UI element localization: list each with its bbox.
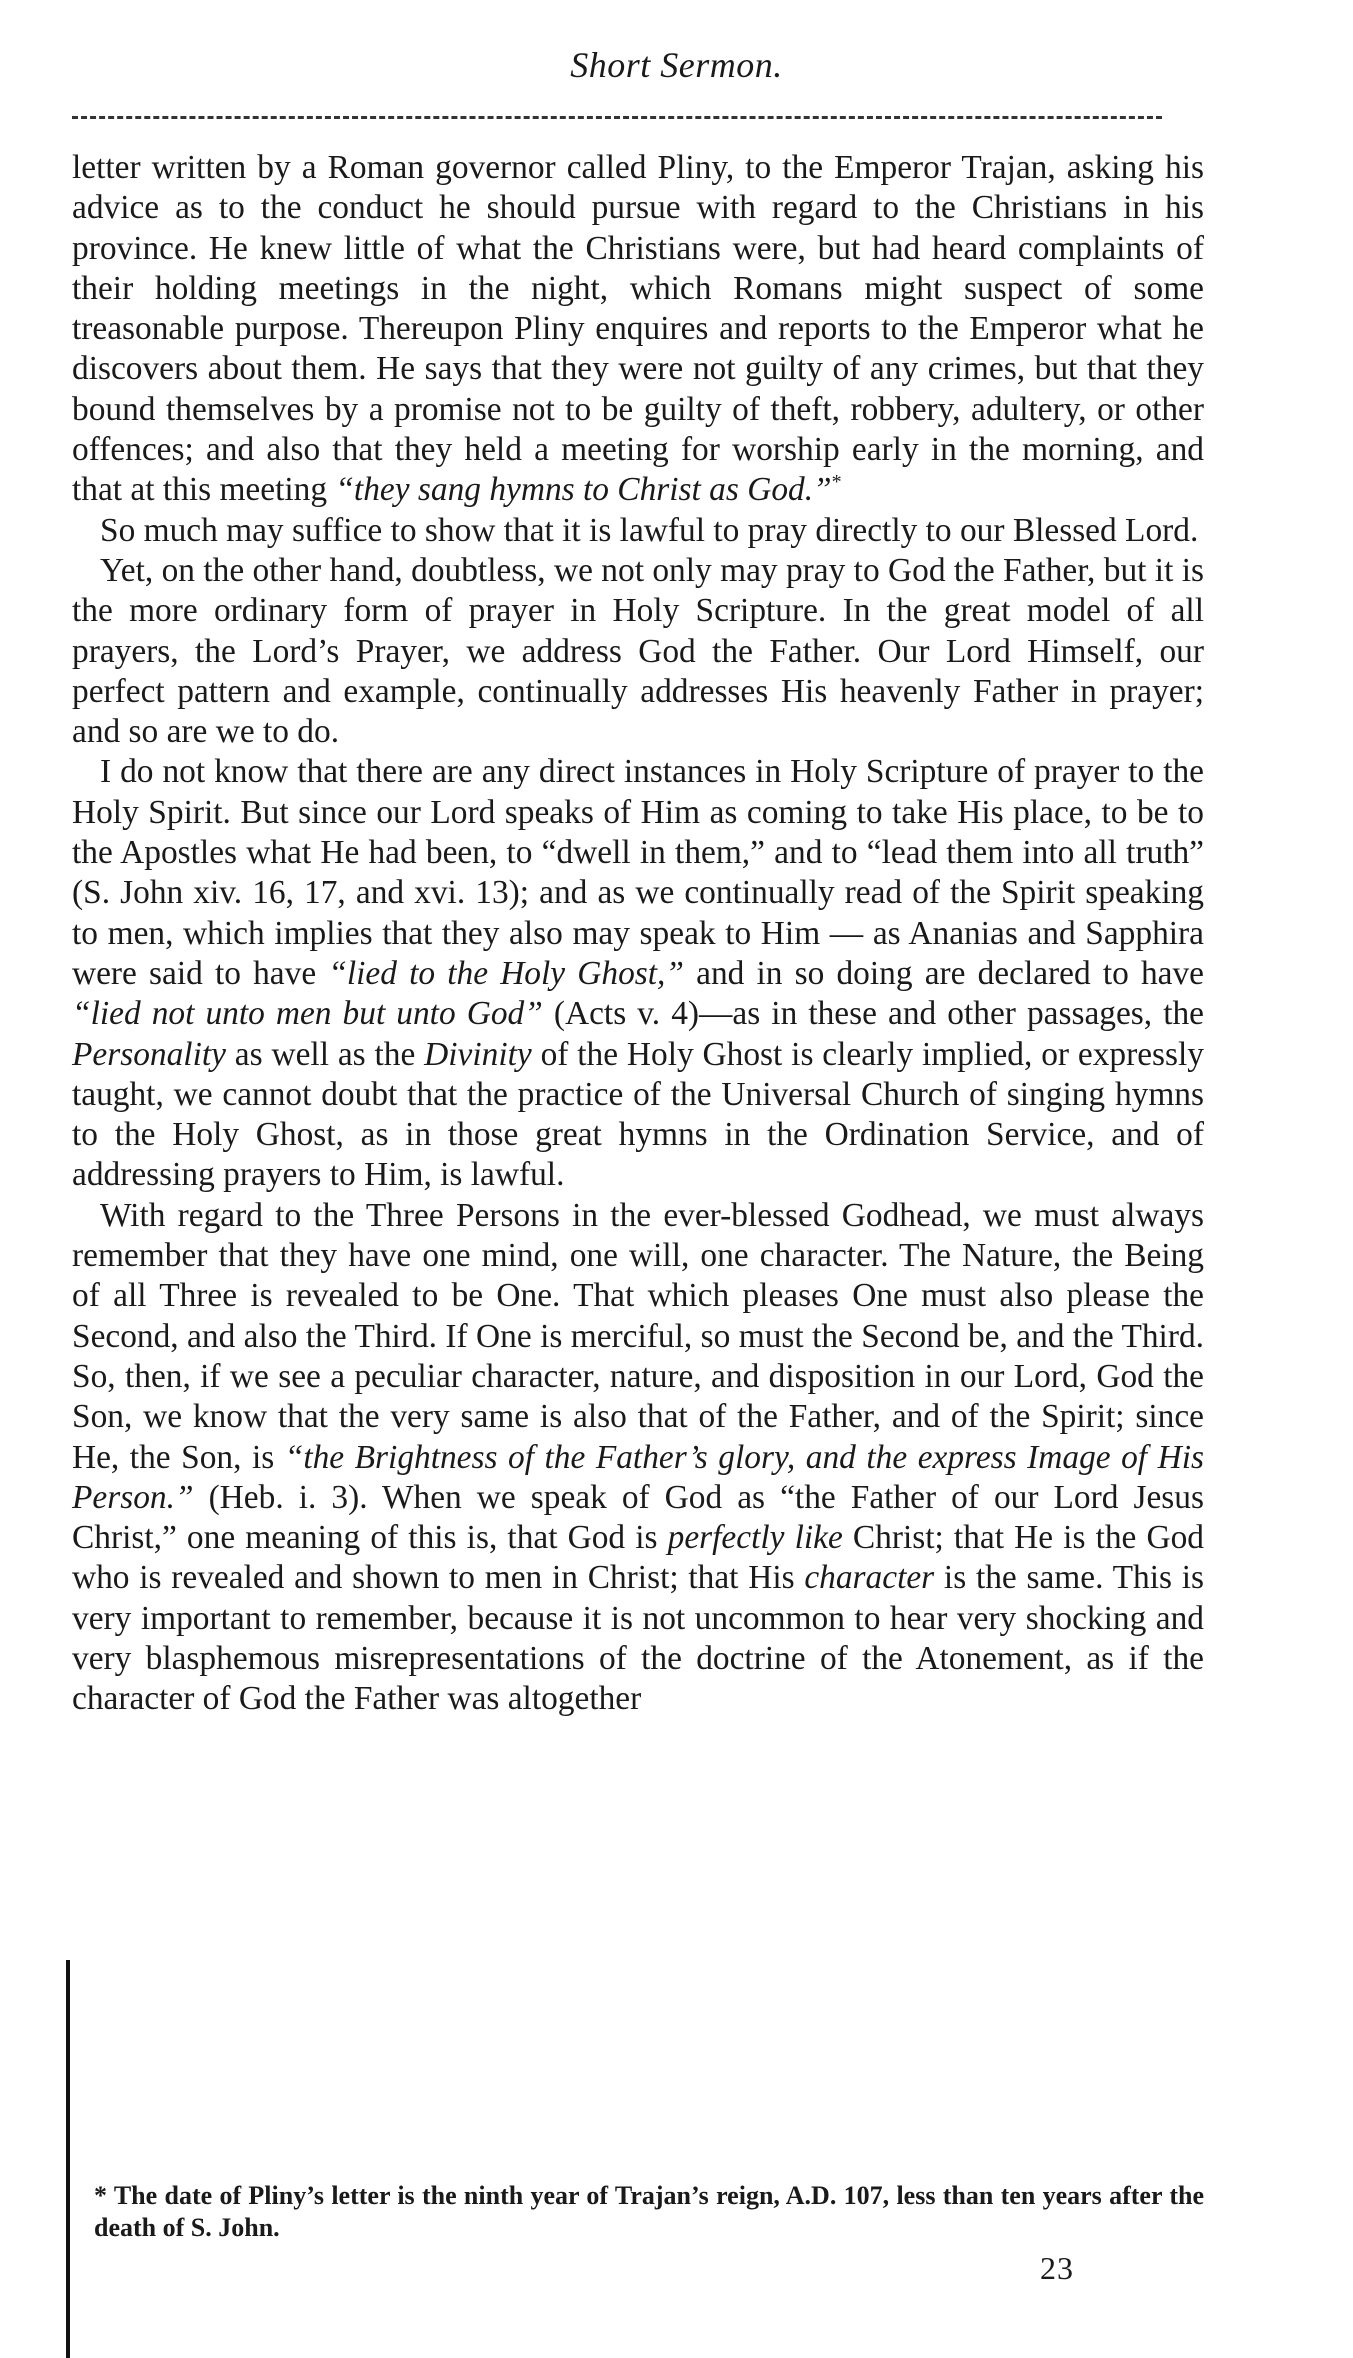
italic-run: “lied not unto men but unto God” xyxy=(72,995,543,1033)
binding-line xyxy=(66,1960,70,2358)
text-run: I do not know that there are any direct instances in Holy Scripture of prayer to the Holy Spirit. But since our Lord speaks of Him as coming to take His place, to be to the Apostles what He had been, to “dwell in them,” and to “lead them into all truth” (S. John xiv. 16, 17, and xvi. 13); and as we continually read of the Spirit speaking to men, which implies that they also may speak to Him — as Ananias and Sapphira were said to have xyxy=(72,753,1204,992)
text-run: So much may suffice to show that it is lawful to pray directly to our Blessed Lord. xyxy=(100,511,1199,549)
footnote xyxy=(72,2180,1204,2244)
text-run: is the same. This is very important to remember, because it is not uncommon to hear very shocking and very blasphemous misrepresentations of the doctrine of the Atonement, as if the character of God the Father was altogether xyxy=(72,1559,1204,1718)
page-number: 23 xyxy=(1040,2250,1074,2286)
text-run: Christ; that He is the God who is revealed and shown to men in Christ; that His xyxy=(72,1519,1204,1597)
paragraph xyxy=(72,551,1204,752)
italic-run: Divinity xyxy=(424,1035,532,1073)
running-head: Short Sermon. xyxy=(570,45,783,85)
text-run: With regard to the Three Persons in the ever-blessed Godhead, we must always remember that they have one mind, one will, one character. The Nature, the Being of all Three is revealed to be One. That which pleases One must also please the Second, and also the Third. If One is merciful, so must the Second be, and the Third. So, then, if we see a peculiar character, nature, and disposition in our Lord, God the Son, we know that the very same is also that of the Father, and of the Spirit; since He, the Son, is xyxy=(72,1196,1204,1476)
text-run: (Acts v. 4)—as in these and other passages, the xyxy=(542,995,1204,1033)
text-run: letter written by a Roman governor called Pliny, to the Emperor Trajan, asking his advice as to the conduct he should pursue with regard to the Christians in his province. He knew little of what the Christians were, but had heard complaints of their holding meetings in the night, which Romans might suspect of some treasonable purpose. Thereupon Pliny enquires and reports to the Emperor what he discovers about them. He says that they were not guilty of any crimes, but that they bound themselves by a promise not to be guilty of theft, robbery, adultery, or other offences; and also that they held a meeting for worship early in the morning, and that at this meeting xyxy=(72,149,1204,509)
body-text xyxy=(72,148,1204,1720)
text-run: of the Holy Ghost is clearly implied, or expressly taught, we cannot doubt that the practice of the Universal Church of singing hymns to the Holy Ghost, as in those great hymns in the Ordination Service, and of addressing prayers to Him, is lawful. xyxy=(72,1035,1204,1194)
italic-run: “the Brightness of the Father’s glory, and the express Image of His Person.” xyxy=(72,1438,1204,1516)
paragraph xyxy=(72,1196,1204,1720)
italic-run: “lied to the Holy Ghost,” xyxy=(328,954,684,992)
paragraph xyxy=(72,752,1204,1195)
paragraph xyxy=(72,511,1204,551)
text-run: (Heb. i. 3). When we speak of God as “the Father of our Lord Jesus Christ,” one meaning of this is, that God is xyxy=(72,1478,1204,1557)
italic-run: Personality xyxy=(72,1035,226,1073)
text-run: and in so doing are declared to have xyxy=(683,954,1205,992)
text-run: Yet, on the other hand, doubtless, we not only may pray to God the Father, but it is the more ordinary form of prayer in Holy Scripture. In the great model of all prayers, the Lord’s Prayer, we address God the Father. Our Lord Himself, our perfect pattern and example, continually addresses His heavenly Father in prayer; and so are we to do. xyxy=(72,551,1204,751)
paragraph xyxy=(72,148,1204,511)
italic-run: “they sang hymns to Christ as God.” xyxy=(335,471,832,509)
text-run: as well as the xyxy=(225,1035,425,1073)
footnote-text: * The date of Pliny’s letter is the ninth year of Trajan’s reign, A.D. 107, less than ten years after the death of S. John. xyxy=(94,2181,1204,2242)
italic-run: perfectly like xyxy=(667,1519,843,1557)
italic-run: character xyxy=(804,1559,935,1597)
header-rule xyxy=(72,116,1162,119)
footnote-marker: * xyxy=(831,471,842,494)
